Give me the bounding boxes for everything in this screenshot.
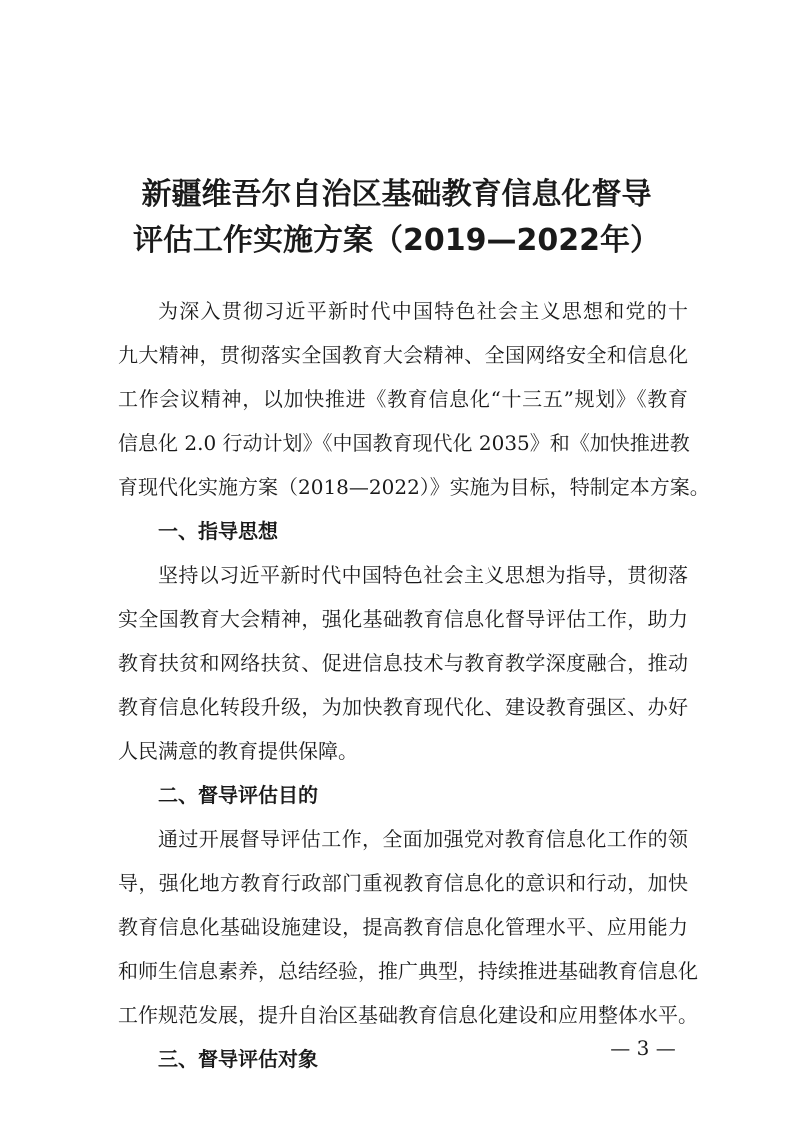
intro-paragraph-line: 九大精神，贯彻落实全国教育大会精神、全国网络安全和信息化 [118,343,688,367]
intro-paragraph-line: 工作会议精神，以加快推进《教育信息化“十三五”规划》《教育 [118,387,688,411]
intro-paragraph-line: 为深入贯彻习近平新时代中国特色社会主义思想和党的十 [158,299,688,323]
document-title-line-1: 新疆维吾尔自治区基础教育信息化督导 [141,177,652,212]
section-2-paragraph-line: 和师生信息素养，总结经验，推广典型，持续推进基础教育信息化 [118,959,698,983]
intro-paragraph-line: 育现代化实施方案（2018—2022）》实施为目标，特制定本方案。 [118,475,710,499]
section-1-heading: 一、指导思想 [158,519,278,543]
section-2-paragraph-line: 通过开展督导评估工作，全面加强党对教育信息化工作的领 [158,827,688,851]
section-2-paragraph-line: 工作规范发展，提升自治区基础教育信息化建设和应用整体水平。 [118,1003,698,1027]
section-1-paragraph-line: 实全国教育大会精神，强化基础教育信息化督导评估工作，助力 [118,607,688,631]
section-2-paragraph-line: 教育信息化基础设施建设，提高教育信息化管理水平、应用能力 [118,915,688,939]
intro-paragraph-line: 信息化 2.0 行动计划》《中国教育现代化 2035》和《加快推进教 [118,431,690,455]
section-2-heading: 二、督导评估目的 [158,783,318,807]
section-1-paragraph-line: 坚持以习近平新时代中国特色社会主义思想为指导，贯彻落 [158,563,688,587]
section-1-paragraph-line: 人民满意的教育提供保障。 [118,739,358,763]
document-body [118,0,710,1122]
section-2-paragraph-line: 导，强化地方教育行政部门重视教育信息化的意识和行动，加快 [118,871,688,895]
document-title-line-2: 评估工作实施方案（2019—2022年） [133,223,660,258]
page-number: — 3 — [610,1036,676,1060]
section-1-paragraph-line: 教育扶贫和网络扶贫、促进信息技术与教育教学深度融合，推动 [118,651,688,675]
section-1-paragraph-line: 教育信息化转段升级，为加快教育现代化、建设教育强区、办好 [118,695,688,719]
section-3-heading: 三、督导评估对象 [158,1047,318,1071]
